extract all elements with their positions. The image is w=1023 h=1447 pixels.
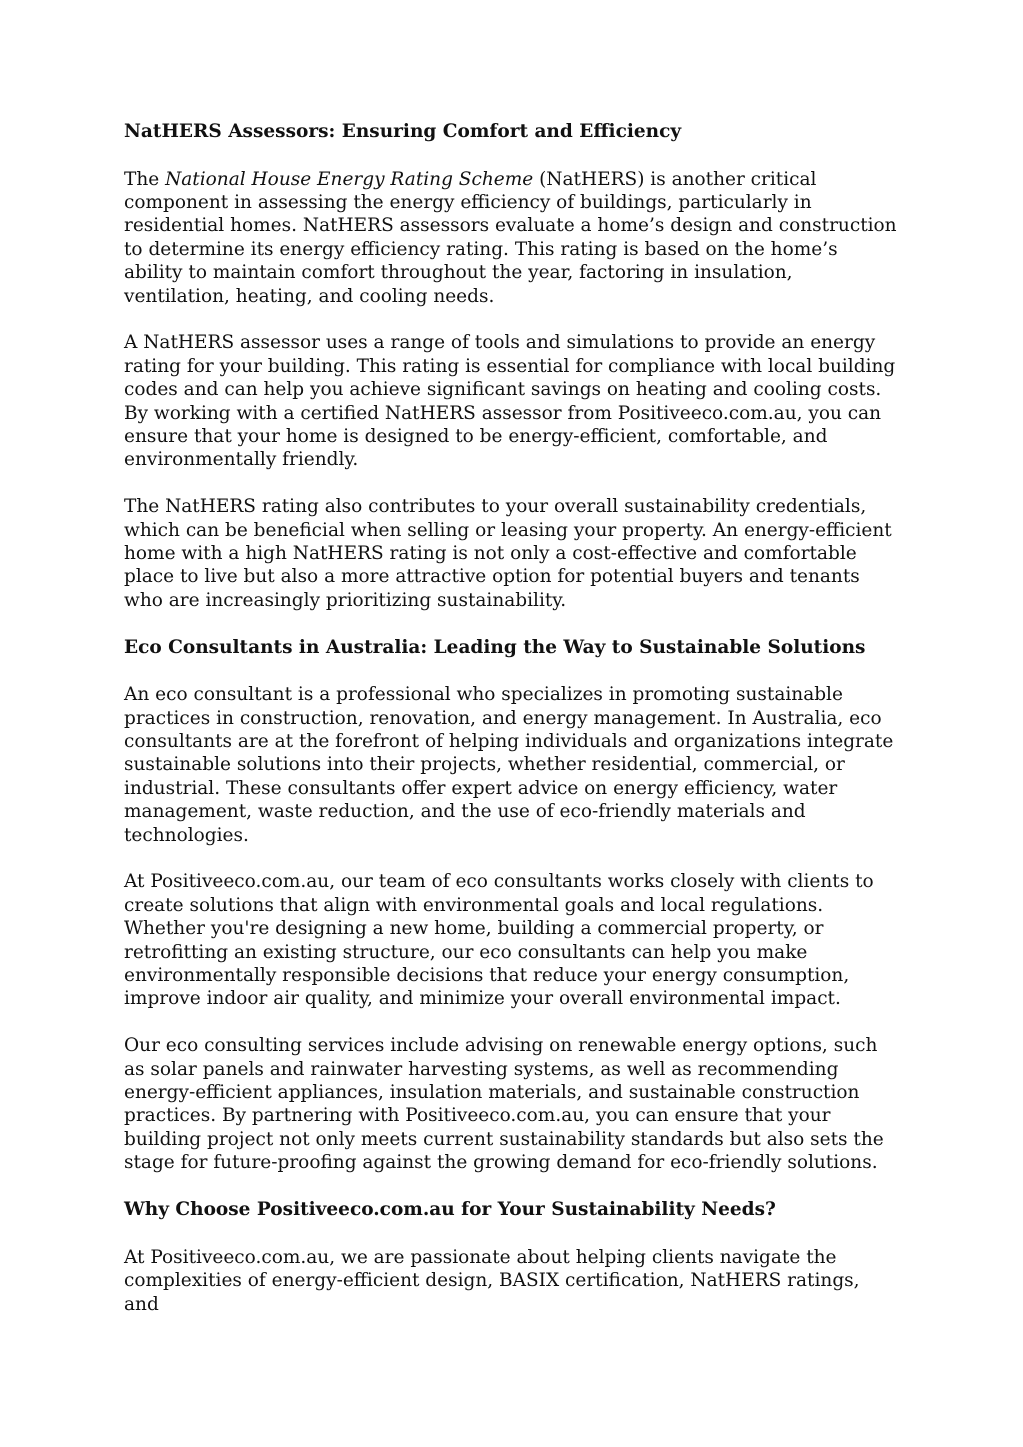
paragraph-eco-consultant-intro: An eco consultant is a professional who specializes in promoting sustainable practices in construction, renovation, and energy management. In Australia, eco consultants are at the forefront of helping individuals and organizations integrate sustainable solutions into their projects, whether residential, commercial, or industrial. These consultants offer expert advice on energy efficiency, water management, waste reduction, and the use of eco-friendly materials and technologies. xyxy=(124,684,894,846)
paragraph-why-choose: At Positiveeco.com.au, we are passionate about helping clients navigate the complexities of energy-efficient design, BASIX certification, NatHERS ratings, and xyxy=(124,1246,860,1315)
section-heading-why-choose: Why Choose Positiveeco.com.au for Your Sustainability Needs? xyxy=(124,1199,776,1221)
paragraph-nathers-rating: The NatHERS rating also contributes to your overall sustainability credentials, which can be beneficial when selling or leasing your property. An energy-efficient home with a high NatHERS rating is not only a cost-effective and comfortable place to live but also a more attractive option for potential buyers and tenants who are increasingly prioritizing sustainability. xyxy=(124,496,892,611)
paragraph-lead: The xyxy=(124,168,166,190)
paragraph-nathers-assessor: A NatHERS assessor uses a range of tools and simulations to provide an energy rating for your building. This rating is essential for compliance with local building codes and can help you achieve significant savings on heating and cooling costs. By working with a certified NatHERS assessor from Positiveeco.com.au, you can ensure that your home is designed to be energy-efficient, comfortable, and environmentally friendly. xyxy=(124,332,896,471)
scheme-name-emphasis: National House Energy Rating Scheme xyxy=(165,168,534,190)
paragraph-text: (NatHERS) is another critical component in assessing the energy efficiency of buildings, particularly in residential homes. NatHERS assessors evaluate a home’s design and construction to determine its energy efficiency rating. This rating is based on the home’s ability to maintain comfort throughout the year, factoring in insulation, ventilation, heating, and cooling needs. xyxy=(124,168,897,307)
paragraph-eco-consultant-team: At Positiveeco.com.au, our team of eco consultants works closely with clients to create solutions that align with environmental goals and local regulations. Whether you're designing a new home, building a commercial property, or retrofitting an existing structure, our eco consultants can help you make environmentally responsible decisions that reduce your energy consumption, improve indoor air quality, and minimize your overall environmental impact. xyxy=(124,871,874,1010)
section-heading-nathers: NatHERS Assessors: Ensuring Comfort and Efficiency xyxy=(124,121,682,142)
paragraph-nathers-intro xyxy=(124,168,900,308)
document-page xyxy=(124,120,900,1316)
paragraph-eco-consulting-services: Our eco consulting services include advising on renewable energy options, such as solar panels and rainwater harvesting systems, as well as recommending energy-efficient appliances, insulation materials, and sustainable construction practices. By partnering with Positiveeco.com.au, you can ensure that your building project not only meets current sustainability standards but also sets the stage for future-proofing against the growing demand for eco-friendly solutions. xyxy=(124,1035,884,1174)
section-heading-eco-consultants: Eco Consultants in Australia: Leading the Way to Sustainable Solutions xyxy=(124,636,866,658)
